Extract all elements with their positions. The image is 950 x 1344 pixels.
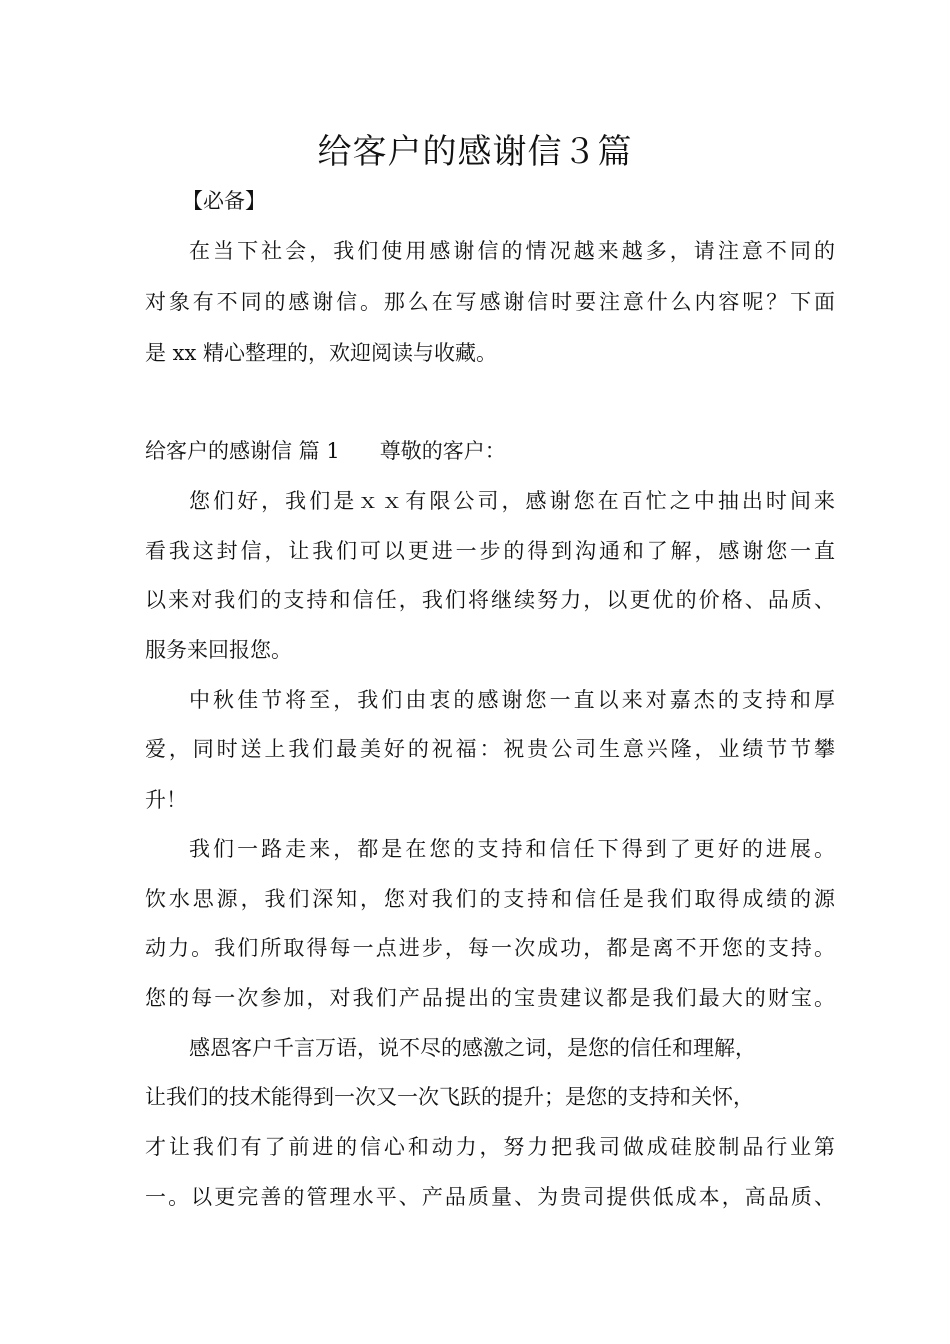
paragraph-line: 服务来回报您。 <box>145 638 292 662</box>
paragraph-line: 感恩客户千言万语，说不尽的感激之词，是您的信任和理解， <box>189 1036 756 1060</box>
section-heading: 给客户的感谢信 篇 1 <box>145 439 340 463</box>
intro-line: 是 xx 精心整理的，欢迎阅读与收藏。 <box>145 341 498 365</box>
paragraph-line: 您们好，我们是ｘｘ有限公司，感谢您在百忙之中抽出时间来 <box>189 489 835 513</box>
document-title: 给客户的感谢信３篇 <box>317 132 633 172</box>
paragraph-line: 升！ <box>145 788 187 812</box>
paragraph-line: 动力。我们所取得每一点进步，每一次成功，都是离不开您的支持。 <box>145 936 835 960</box>
paragraph-line: 才让我们有了前进的信心和动力，努力把我司做成硅胶制品行业第 <box>145 1135 835 1159</box>
paragraph-line: 看我这封信，让我们可以更进一步的得到沟通和了解，感谢您一直 <box>145 539 835 563</box>
intro-line: 对象有不同的感谢信。那么在写感谢信时要注意什么内容呢？下面 <box>145 290 835 314</box>
document-tag: 【必备】 <box>182 189 266 213</box>
salutation: 尊敬的客户： <box>379 439 506 463</box>
section-heading-row <box>145 436 835 466</box>
paragraph-line: 饮水思源，我们深知，您对我们的支持和信任是我们取得成绩的源 <box>145 887 835 911</box>
paragraph-line: 我们一路走来，都是在您的支持和信任下得到了更好的进展。 <box>189 837 835 861</box>
paragraph-line: 以来对我们的支持和信任，我们将继续努力，以更优的价格、品质、 <box>145 588 835 612</box>
paragraph-line: 爱，同时送上我们最美好的祝福：祝贵公司生意兴隆，业绩节节攀 <box>145 737 835 761</box>
paragraph-line: 让我们的技术能得到一次又一次飞跃的提升；是您的支持和关怀， <box>145 1085 754 1109</box>
paragraph-line: 中秋佳节将至，我们由衷的感谢您一直以来对嘉杰的支持和厚 <box>189 688 835 712</box>
paragraph-line: 您的每一次参加，对我们产品提出的宝贵建议都是我们最大的财宝。 <box>145 986 835 1010</box>
intro-line: 在当下社会，我们使用感谢信的情况越来越多，请注意不同的 <box>189 239 835 263</box>
paragraph-line: 一。以更完善的管理水平、产品质量、为贵司提供低成本，高品质、 <box>145 1185 835 1209</box>
